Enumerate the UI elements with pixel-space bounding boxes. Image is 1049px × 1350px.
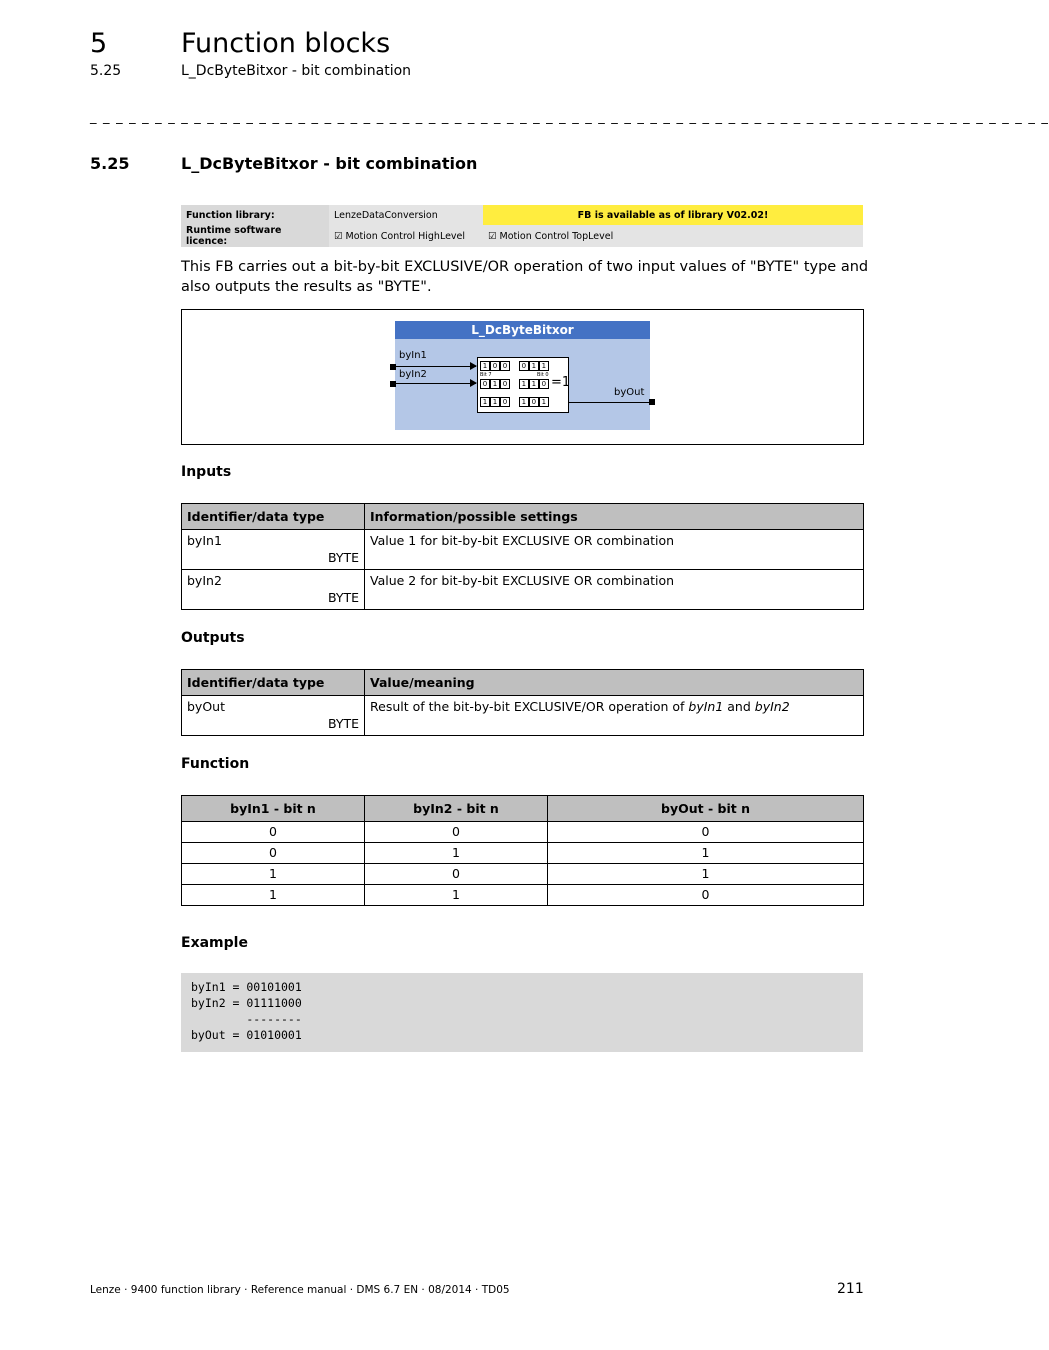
input-port-1: [390, 364, 396, 370]
table-cell: 0: [548, 822, 864, 843]
table-cell: 0: [365, 864, 548, 885]
code-line: byIn1 = 00101001: [191, 980, 302, 994]
column-header: Identifier/data type: [182, 504, 365, 530]
code-line: byOut = 01010001: [191, 1028, 302, 1042]
input-port-2: [390, 381, 396, 387]
truth-table: [181, 795, 864, 906]
table-cell: 1: [548, 843, 864, 864]
table-cell: 1: [365, 885, 548, 906]
section-title: L_DcByteBitxor - bit combination: [181, 154, 478, 173]
intro-paragraph: This FB carries out a bit-by-bit EXCLUSIVE/OR operation of two input values of "BYTE" type and also outputs the results as "BYTE".: [181, 259, 869, 295]
table-cell: 1: [548, 864, 864, 885]
xor-symbol: =1: [551, 375, 571, 390]
bit7-label: Bit 7: [480, 372, 492, 378]
bit-row-out: 1 1 0 1 0 1: [480, 397, 549, 407]
info-cell: Value 2 for bit-by-bit EXCLUSIVE OR combination: [365, 570, 864, 610]
outputs-heading: Outputs: [181, 630, 245, 646]
table-cell: 0: [182, 843, 365, 864]
function-block-title: L_DcByteBitxor: [395, 321, 650, 339]
table-header-row: [182, 796, 864, 822]
table-cell: 1: [182, 864, 365, 885]
identifier-cell: [182, 696, 365, 736]
output-pin-label: byOut: [614, 387, 645, 398]
inputs-heading: Inputs: [181, 464, 232, 480]
licence-toplevel: ☑ Motion Control TopLevel: [483, 225, 863, 247]
data-type: BYTE: [327, 590, 359, 605]
table-row: [182, 530, 864, 570]
input-wire-1: [396, 366, 476, 367]
info-cell: Value 1 for bit-by-bit EXCLUSIVE OR combination: [365, 530, 864, 570]
header-divider: _ _ _ _ _ _ _ _ _ _ _ _ _ _ _ _ _ _ _ _ _ _ _ _ _ _ _ _ _ _ _ _ _ _ _ _ _ _ _ _ _ _ _ _ _ _ _ _ _ _ _ _ _ _ _ _ _ _ _ _ _ _ _ _ _ _ _ _ _ _ _ _ _ _: [90, 110, 1049, 125]
info-text: Result of the bit-by-bit EXCLUSIVE/OR operation of: [370, 699, 689, 714]
bit-row-in2: 0 1 0 1 1 0: [480, 379, 549, 389]
footer-text: Lenze · 9400 function library · Reference manual · DMS 6.7 EN · 08/2014 · TD05: [90, 1284, 510, 1296]
column-header: Value/meaning: [365, 670, 864, 696]
column-header: byIn2 - bit n: [365, 796, 548, 822]
info-cell: [365, 696, 864, 736]
table-row: [182, 822, 864, 843]
table-row: [182, 864, 864, 885]
table-row: [182, 696, 864, 736]
table-row: [182, 570, 864, 610]
info-ref-in1: byIn1: [688, 699, 724, 714]
example-heading: Example: [181, 935, 248, 951]
library-label: Function library:: [181, 205, 329, 225]
bit0-label: Bit 0: [537, 372, 549, 378]
identifier-cell: [182, 570, 365, 610]
table-cell: 1: [182, 885, 365, 906]
library-value: LenzeDataConversion: [329, 205, 483, 225]
table-header-row: [182, 504, 864, 530]
table-row: [182, 843, 864, 864]
licence-row: [181, 225, 863, 247]
chapter-number: 5: [90, 28, 108, 59]
table-header-row: [182, 670, 864, 696]
page-number: 211: [837, 1281, 864, 1297]
table-cell: 0: [365, 822, 548, 843]
output-wire: [568, 402, 650, 403]
info-ref-in2: byIn2: [754, 699, 790, 714]
input-pin-label-1: byIn1: [399, 350, 427, 361]
identifier-cell: [182, 530, 365, 570]
identifier: byIn2: [187, 573, 222, 588]
column-header: byOut - bit n: [548, 796, 864, 822]
example-code-block: [181, 973, 863, 1052]
library-row: [181, 205, 863, 225]
library-info-table: [181, 205, 863, 247]
section-number: 5.25: [90, 154, 130, 173]
table-cell: 0: [182, 822, 365, 843]
input-pin-label-2: byIn2: [399, 369, 427, 380]
arrow-icon: [470, 379, 477, 387]
subchapter-number: 5.25: [90, 63, 122, 79]
code-line: --------: [191, 1012, 302, 1026]
library-availability-note: FB is available as of library V02.02!: [483, 205, 863, 225]
licence-highlevel: ☑ Motion Control HighLevel: [329, 225, 483, 247]
data-type: BYTE: [327, 716, 359, 731]
licence-label: Runtime software licence:: [181, 225, 329, 247]
table-cell: 1: [365, 843, 548, 864]
column-header: byIn1 - bit n: [182, 796, 365, 822]
data-type: BYTE: [327, 550, 359, 565]
table-row: [182, 885, 864, 906]
input-wire-2: [396, 383, 476, 384]
code-line: byIn2 = 01111000: [191, 996, 302, 1010]
chapter-title: Function blocks: [181, 28, 391, 59]
column-header: Information/possible settings: [365, 504, 864, 530]
arrow-icon: [470, 362, 477, 370]
identifier: byOut: [187, 699, 225, 714]
info-and: and: [723, 699, 755, 714]
function-heading: Function: [181, 756, 250, 772]
subchapter-title: L_DcByteBitxor - bit combination: [181, 63, 412, 79]
identifier: byIn1: [187, 533, 222, 548]
inputs-table: [181, 503, 864, 610]
table-cell: 0: [548, 885, 864, 906]
outputs-table: [181, 669, 864, 736]
column-header: Identifier/data type: [182, 670, 365, 696]
bit-row-in1: 1 0 0 0 1 1: [480, 361, 549, 371]
